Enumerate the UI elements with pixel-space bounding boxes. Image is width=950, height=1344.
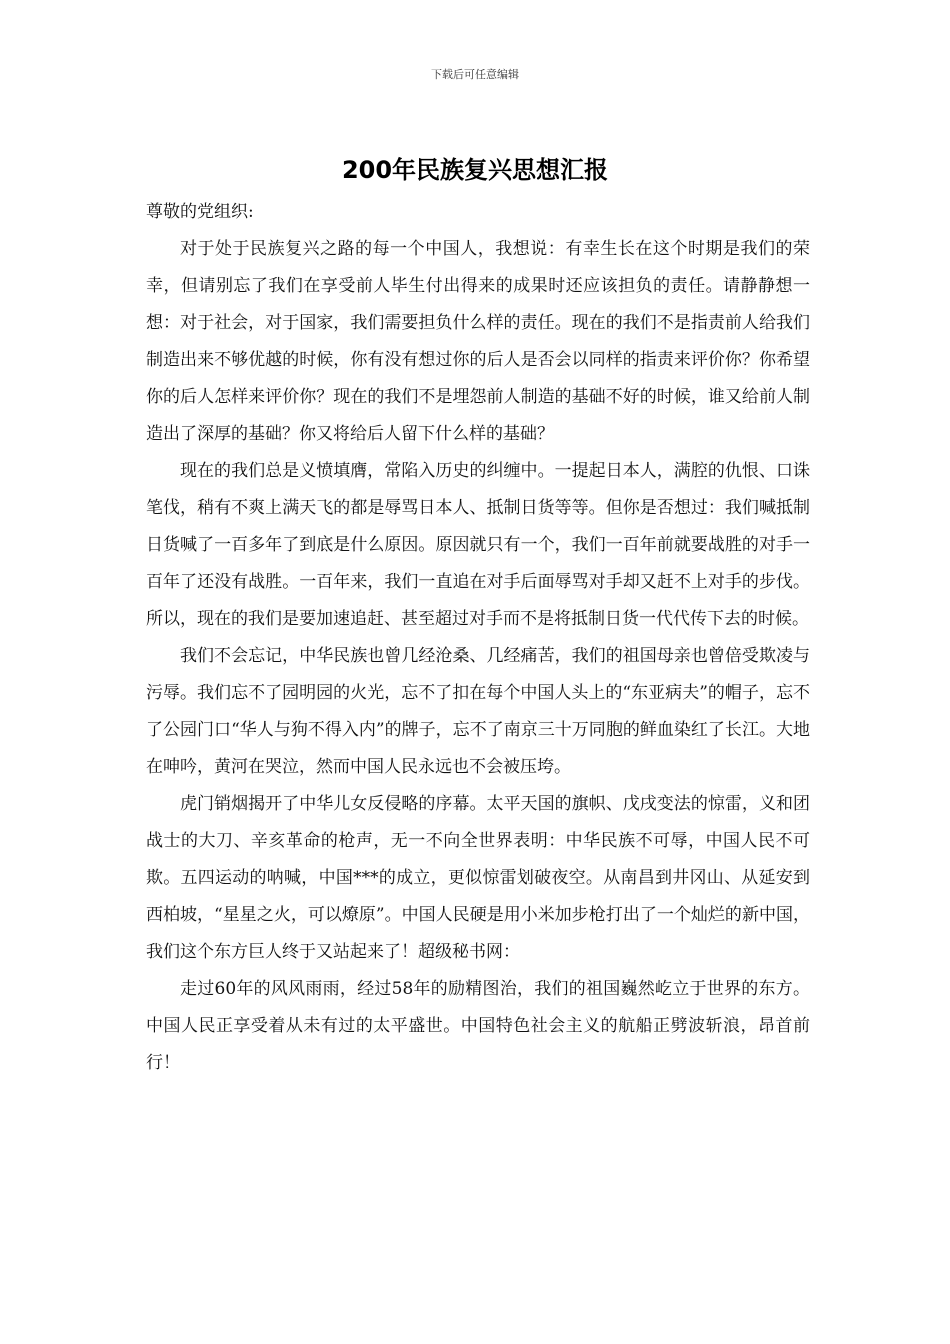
document-title: 200年民族复兴思想汇报 xyxy=(341,156,609,184)
paragraph-5: 走过60年的风风雨雨，经过58年的励精图治，我们的祖国巍然屹立于世界的东方。中国人民正享受着从未有过的太平盛世。中国特色社会主义的航船正劈波斩浪，昂首前行！ xyxy=(146,979,810,1073)
page-header: 下载后可任意编辑 xyxy=(431,68,519,81)
paragraph-2: 现在的我们总是义愤填膺，常陷入历史的纠缠中。一提起日本人，满腔的仇恨、口诛笔伐，稍有不爽上满天飞的都是辱骂日本人、抵制日货等等。但你是否想过：我们喊抵制日货喊了一百多年了到底是什么原因。原因就只有一个，我们一百年前就要战胜的对手一百年了还没有战胜。一百年来，我们一直追在对手后面辱骂对手却又赶不上对手的步伐。所以，现在的我们是要加速追赶、甚至超过对手而不是将抵制日货一代代传下去的时候。 xyxy=(146,461,810,629)
document-body xyxy=(146,194,810,1082)
paragraph-4: 虎门销烟揭开了中华儿女反侵略的序幕。太平天国的旗帜、戊戌变法的惊雷，义和团战士的大刀、辛亥革命的枪声，无一不向全世界表明：中华民族不可辱，中国人民不可欺。五四运动的呐喊，中国***的成立，更似惊雷划破夜空。从南昌到井冈山、从延安到西柏坡，“星星之火，可以燎原”。中国人民硬是用小米加步枪打出了一个灿烂的新中国，我们这个东方巨人终于又站起来了！超级秘书网： xyxy=(146,794,810,962)
paragraph-3: 我们不会忘记，中华民族也曾几经沧桑、几经痛苦，我们的祖国母亲也曾倍受欺凌与污辱。我们忘不了园明园的火光，忘不了扣在每个中国人头上的“东亚病夫”的帽子，忘不了公园门口“华人与狗不得入内”的牌子，忘不了南京三十万同胞的鲜血染红了长江。大地在呻吟，黄河在哭泣，然而中国人民永远也不会被压垮。 xyxy=(146,646,810,777)
paragraph-1: 对于处于民族复兴之路的每一个中国人，我想说：有幸生长在这个时期是我们的荣幸，但请别忘了我们在享受前人毕生付出得来的成果时还应该担负的责任。请静静想一想：对于社会，对于国家，我们需要担负什么样的责任。现在的我们不是指责前人给我们制造出来不够优越的时候，你有没有想过你的后人是否会以同样的指责来评价你？你希望你的后人怎样来评价你？现在的我们不是埋怨前人制造的基础不好的时候，谁又给前人制造出了深厚的基础？你又将给后人留下什么样的基础？ xyxy=(146,239,810,444)
salutation: 尊敬的党组织: xyxy=(146,202,254,222)
